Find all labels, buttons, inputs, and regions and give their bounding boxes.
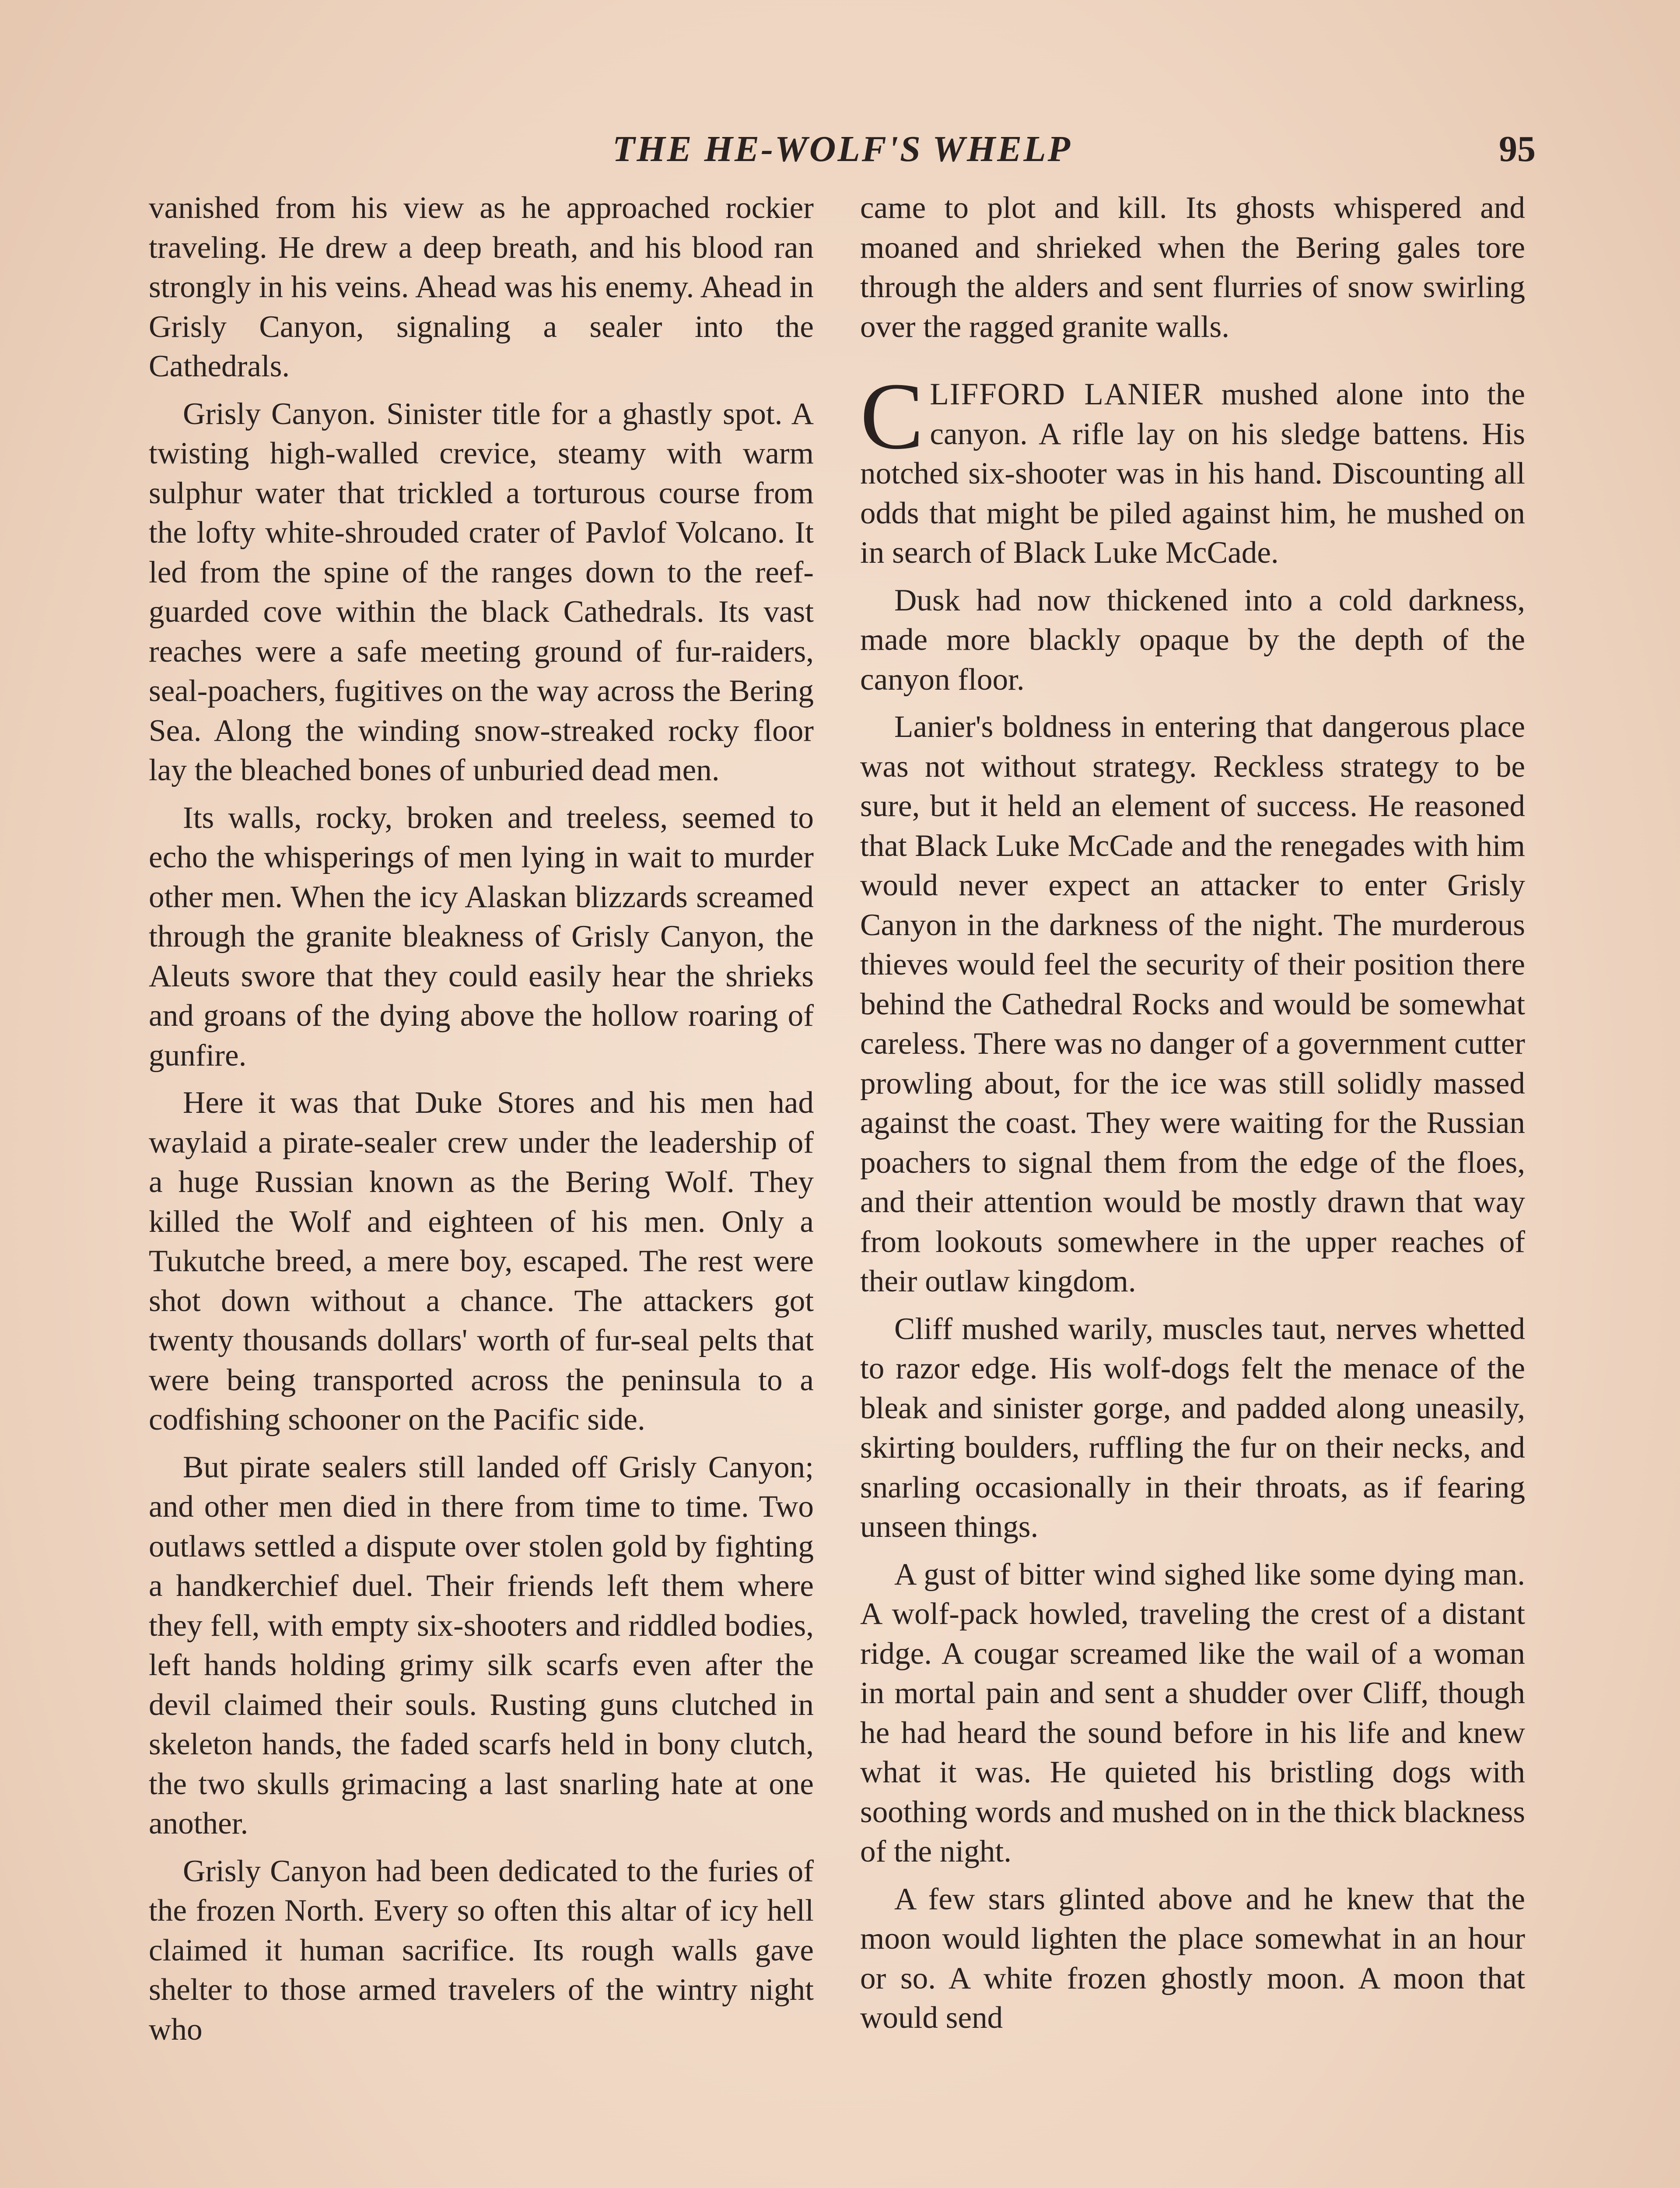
page-number: 95 — [1499, 129, 1536, 169]
paragraph: Grisly Canyon had been dedicated to the furies of the frozen North. Every so often this altar of icy hell claimed it human sacrifice. Its rough walls gave shelter to those armed travelers of the wintry night who — [149, 1854, 814, 2047]
paragraph: Dusk had now thickened into a cold darkness, made more blackly opaque by the depth of the canyon floor. — [860, 583, 1525, 697]
section-opening-text: mushed alone into the canyon. A rifle lay on his sledge battens. His notched six-shooter was in his hand. Discounting all odds that might be piled against him, he mushed on in search of Black Luke McCade. — [860, 377, 1526, 570]
paragraph: Its walls, rocky, broken and treeless, seemed to echo the whisperings of men lying in wait to murder other men. When the icy Alaskan blizzards screamed through the granite bleakness of Grisly Canyon, the Aleuts swore that they could easily hear the shrieks and groans of the dying above the hollow roaring of gunfire. — [149, 800, 814, 1073]
running-header — [149, 128, 1536, 180]
section-lead-name: LIFFORD LANIER — [930, 377, 1204, 411]
paragraph: Grisly Canyon. Sinister title for a ghastly spot. A twisting high-walled crevice, steamy with warm sulphur water that trickled a torturous course from the lofty white-shrouded crater of Pavlof Volcano. It led from the spine of the ranges down to the reef-guarded cove within the black Cathedrals. Its vast reaches were a safe meeting ground of fur-raiders, seal-poachers, fugitives on the way across the Bering Sea. Along the winding snow-streaked rocky floor lay the bleached bones of unburied dead men. — [149, 396, 814, 787]
paragraph: came to plot and kill. Its ghosts whispered and moaned and shrieked when the Bering gales tore through the alders and sent flurries of snow swirling over the ragged granite walls. — [860, 191, 1525, 344]
paragraph: Cliff mushed warily, muscles taut, nerves whetted to razor edge. His wolf-dogs felt the menace of the bleak and sinister gorge, and padded along uneasily, skirting boulders, ruffling the fur on their necks, and snarling occasionally in their throats, as if fearing unseen things. — [860, 1311, 1525, 1544]
section-opening-paragraph — [860, 364, 1526, 573]
paragraph: A gust of bitter wind sighed like some dying man. A wolf-pack howled, traveling the crest of a distant ridge. A cougar screamed like the wail of a woman in mortal pain and sent a shudder over Cliff, though he had heard the sound before in his life and knew what it was. He quieted his bristling dogs with soothing words and mushed on in the thick blackness of the night. — [860, 1557, 1525, 1869]
left-column — [149, 188, 814, 2188]
paragraph: Here it was that Duke Stores and his men had waylaid a pirate-sealer crew under the leadership of a huge Russian known as the Bering Wolf. They killed the Wolf and eighteen of his men. Only a Tukutche breed, a mere boy, escaped. The rest were shot down without a chance. The attackers got twenty thousands dollars' worth of fur-seal pelts that were being transported across the peninsula to a codfishing schooner on the Pacific side. — [149, 1086, 814, 1437]
paragraph: vanished from his view as he approached rockier traveling. He drew a deep breath, and his blood ran strongly in his veins. Ahead was his enemy. Ahead in Grisly Canyon, signaling a sealer into the Cathedrals. — [149, 191, 814, 383]
paragraph: Lanier's boldness in entering that dangerous place was not without strategy. Reckless strategy to be sure, but it held an element of success. He reasoned that Black Luke McCade and the renegades with him would never expect an attacker to enter Grisly Canyon in the darkness of the night. The murderous thieves would feel the security of their position there behind the Cathedral Rocks and would be somewhat careless. There was no danger of a government cutter prowling about, for the ice was still solidly massed against the coast. They were waiting for the Russian poachers to signal them from the edge of the floes, and their attention would be mostly drawn that way from lookouts somewhere in the upper reaches of their outlaw kingdom. — [860, 710, 1525, 1298]
running-title: THE HE-WOLF'S WHELP — [612, 129, 1072, 169]
drop-cap: C — [860, 364, 924, 469]
right-column — [860, 188, 1525, 2188]
paragraph: But pirate sealers still landed off Grisly Canyon; and other men died in there from time to time. Two outlaws settled a dispute over stolen gold by fighting a handkerchief duel. Their friends left them where they fell, with empty six-shooters and riddled bodies, left hands holding grimy silk scarfs even after the devil claimed their souls. Rusting guns clutched in skeleton hands, the faded scarfs held in bony clutch, the two skulls grimacing a last snarling hate at one another. — [149, 1450, 814, 1841]
paragraph: A few stars glinted above and he knew that the moon would lighten the place somewhat in an hour or so. A white frozen ghostly moon. A moon that would send — [860, 1882, 1525, 2035]
